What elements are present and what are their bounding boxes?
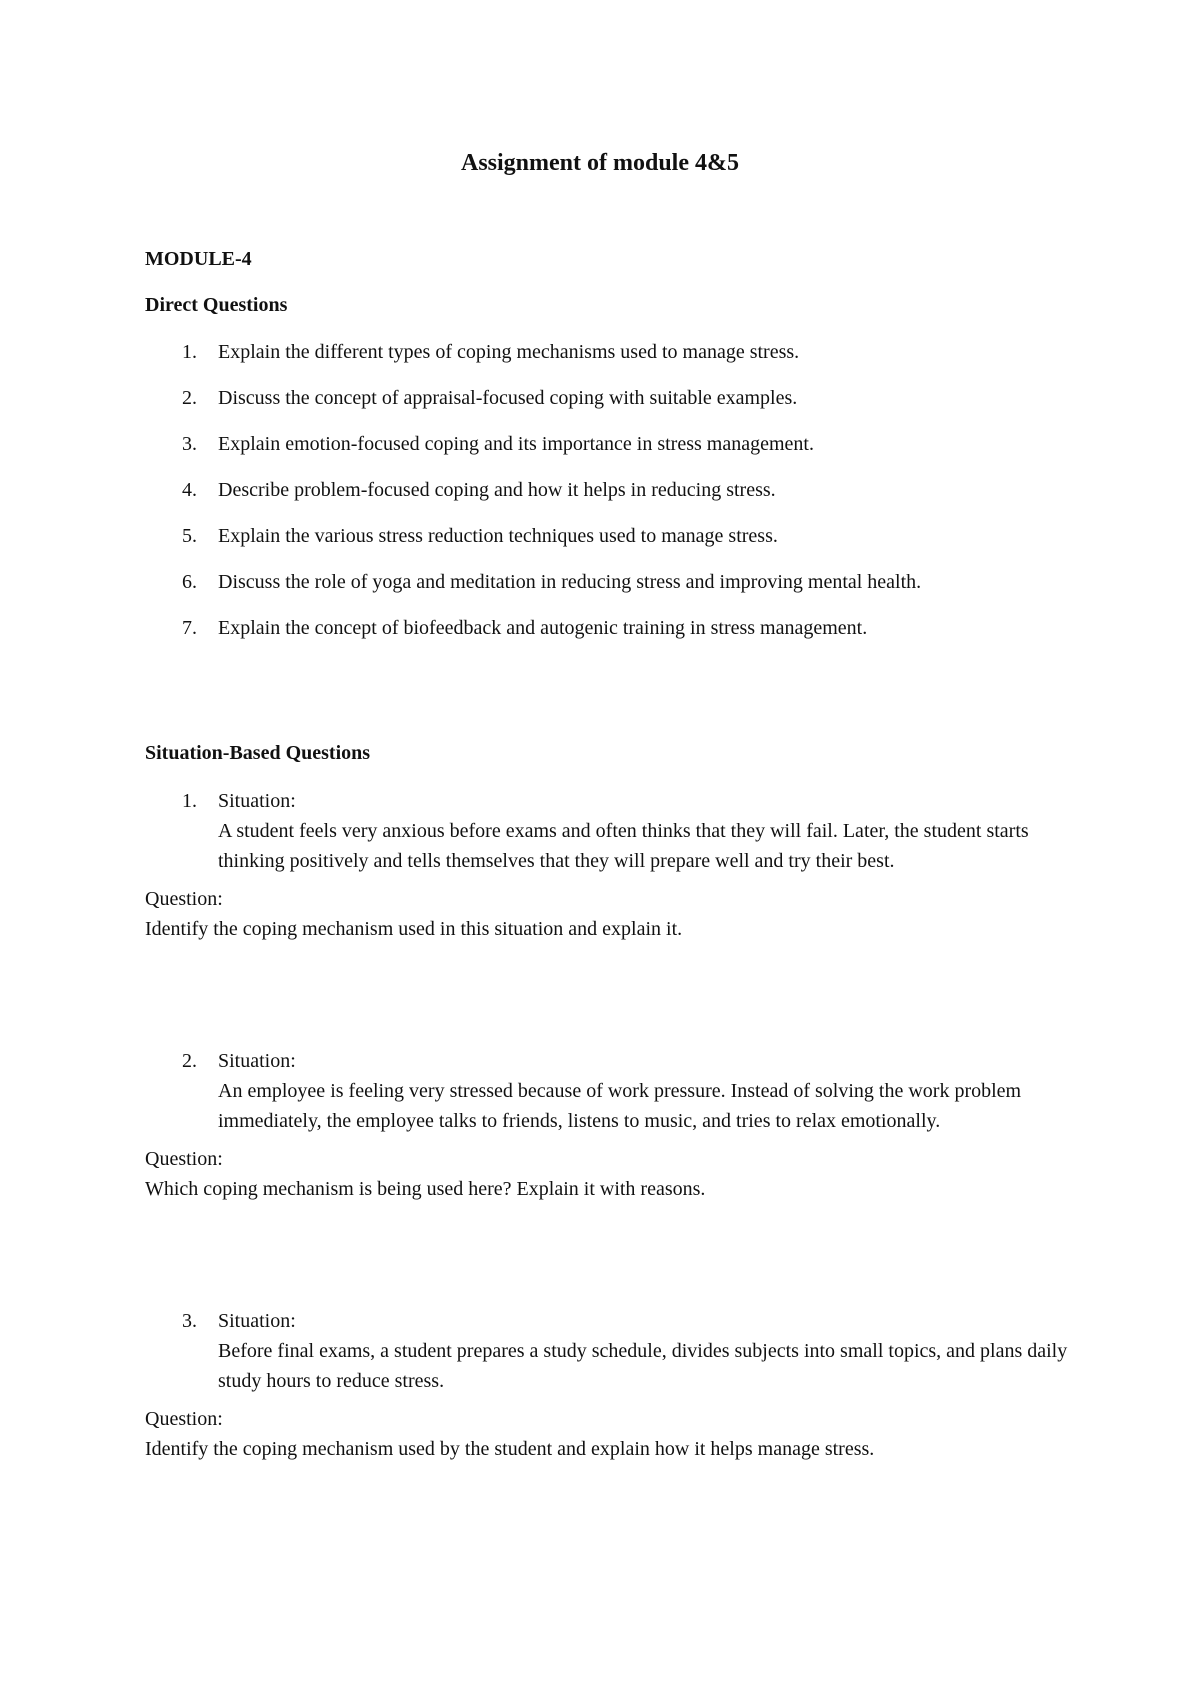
page-title: Assignment of module 4&5 <box>460 150 739 176</box>
list-item-text: Explain the various stress reduction techniques used to manage stress. <box>218 525 778 547</box>
question-text: Which coping mechanism is being used here? Explain it with reasons. <box>145 1178 706 1200</box>
list-item <box>145 521 1065 551</box>
situation-number: 1. <box>182 790 197 812</box>
situation-text: An employee is feeling very stressed because of work pressure. Instead of solving the work problem immediately, the employee talks to friends, listens to music, and tries to relax emotionally. <box>218 1080 1022 1132</box>
situation-number: 2. <box>182 1050 197 1072</box>
situation-text: A student feels very anxious before exams and often thinks that they will fail. Later, the student starts thinking positively and tells themselves that they will prepare well and try their best. <box>218 820 1029 872</box>
list-item-text: Explain the concept of biofeedback and autogenic training in stress management. <box>218 617 868 639</box>
question-label: Question: <box>145 1148 223 1170</box>
list-item-number: 5. <box>182 525 197 547</box>
list-item <box>145 475 1065 505</box>
list-item-text: Explain the different types of coping mechanisms used to manage stress. <box>218 341 800 363</box>
situation-item <box>145 1046 1085 1136</box>
situation-label: Situation: <box>218 1050 296 1072</box>
situation-text: Before final exams, a student prepares a study schedule, divides subjects into small topics, and plans daily study hours to reduce stress. <box>218 1340 1068 1392</box>
list-item-number: 3. <box>182 433 197 455</box>
module-heading: MODULE-4 <box>145 248 252 270</box>
situation-block <box>145 1306 1085 1464</box>
list-item-text: Discuss the concept of appraisal-focused coping with suitable examples. <box>218 387 798 409</box>
situation-block <box>145 1046 1085 1204</box>
question-text: Identify the coping mechanism used by the student and explain how it helps manage stress. <box>145 1438 875 1460</box>
direct-questions-heading: Direct Questions <box>145 294 288 316</box>
situation-item <box>145 786 1085 876</box>
question-text: Identify the coping mechanism used in this situation and explain it. <box>145 918 683 940</box>
situation-item <box>145 1306 1085 1396</box>
situation-label: Situation: <box>218 790 296 812</box>
list-item <box>145 429 1065 459</box>
list-item-number: 1. <box>182 341 197 363</box>
list-item <box>145 567 1065 597</box>
list-item <box>145 383 1065 413</box>
list-item-number: 6. <box>182 571 197 593</box>
list-item <box>145 337 1065 367</box>
situation-number: 3. <box>182 1310 197 1332</box>
list-item-number: 7. <box>182 617 197 639</box>
list-item-number: 2. <box>182 387 197 409</box>
list-item <box>145 613 1065 643</box>
list-item-number: 4. <box>182 479 197 501</box>
question-label: Question: <box>145 888 223 910</box>
situation-label: Situation: <box>218 1310 296 1332</box>
list-item-text: Explain emotion-focused coping and its importance in stress management. <box>218 433 814 455</box>
list-item-text: Describe problem-focused coping and how it helps in reducing stress. <box>218 479 776 501</box>
question-label: Question: <box>145 1408 223 1430</box>
list-item-text: Discuss the role of yoga and meditation in reducing stress and improving mental health. <box>218 571 922 593</box>
situation-questions-heading: Situation-Based Questions <box>145 742 371 764</box>
situation-block <box>145 786 1085 944</box>
direct-questions-list <box>145 337 1065 659</box>
